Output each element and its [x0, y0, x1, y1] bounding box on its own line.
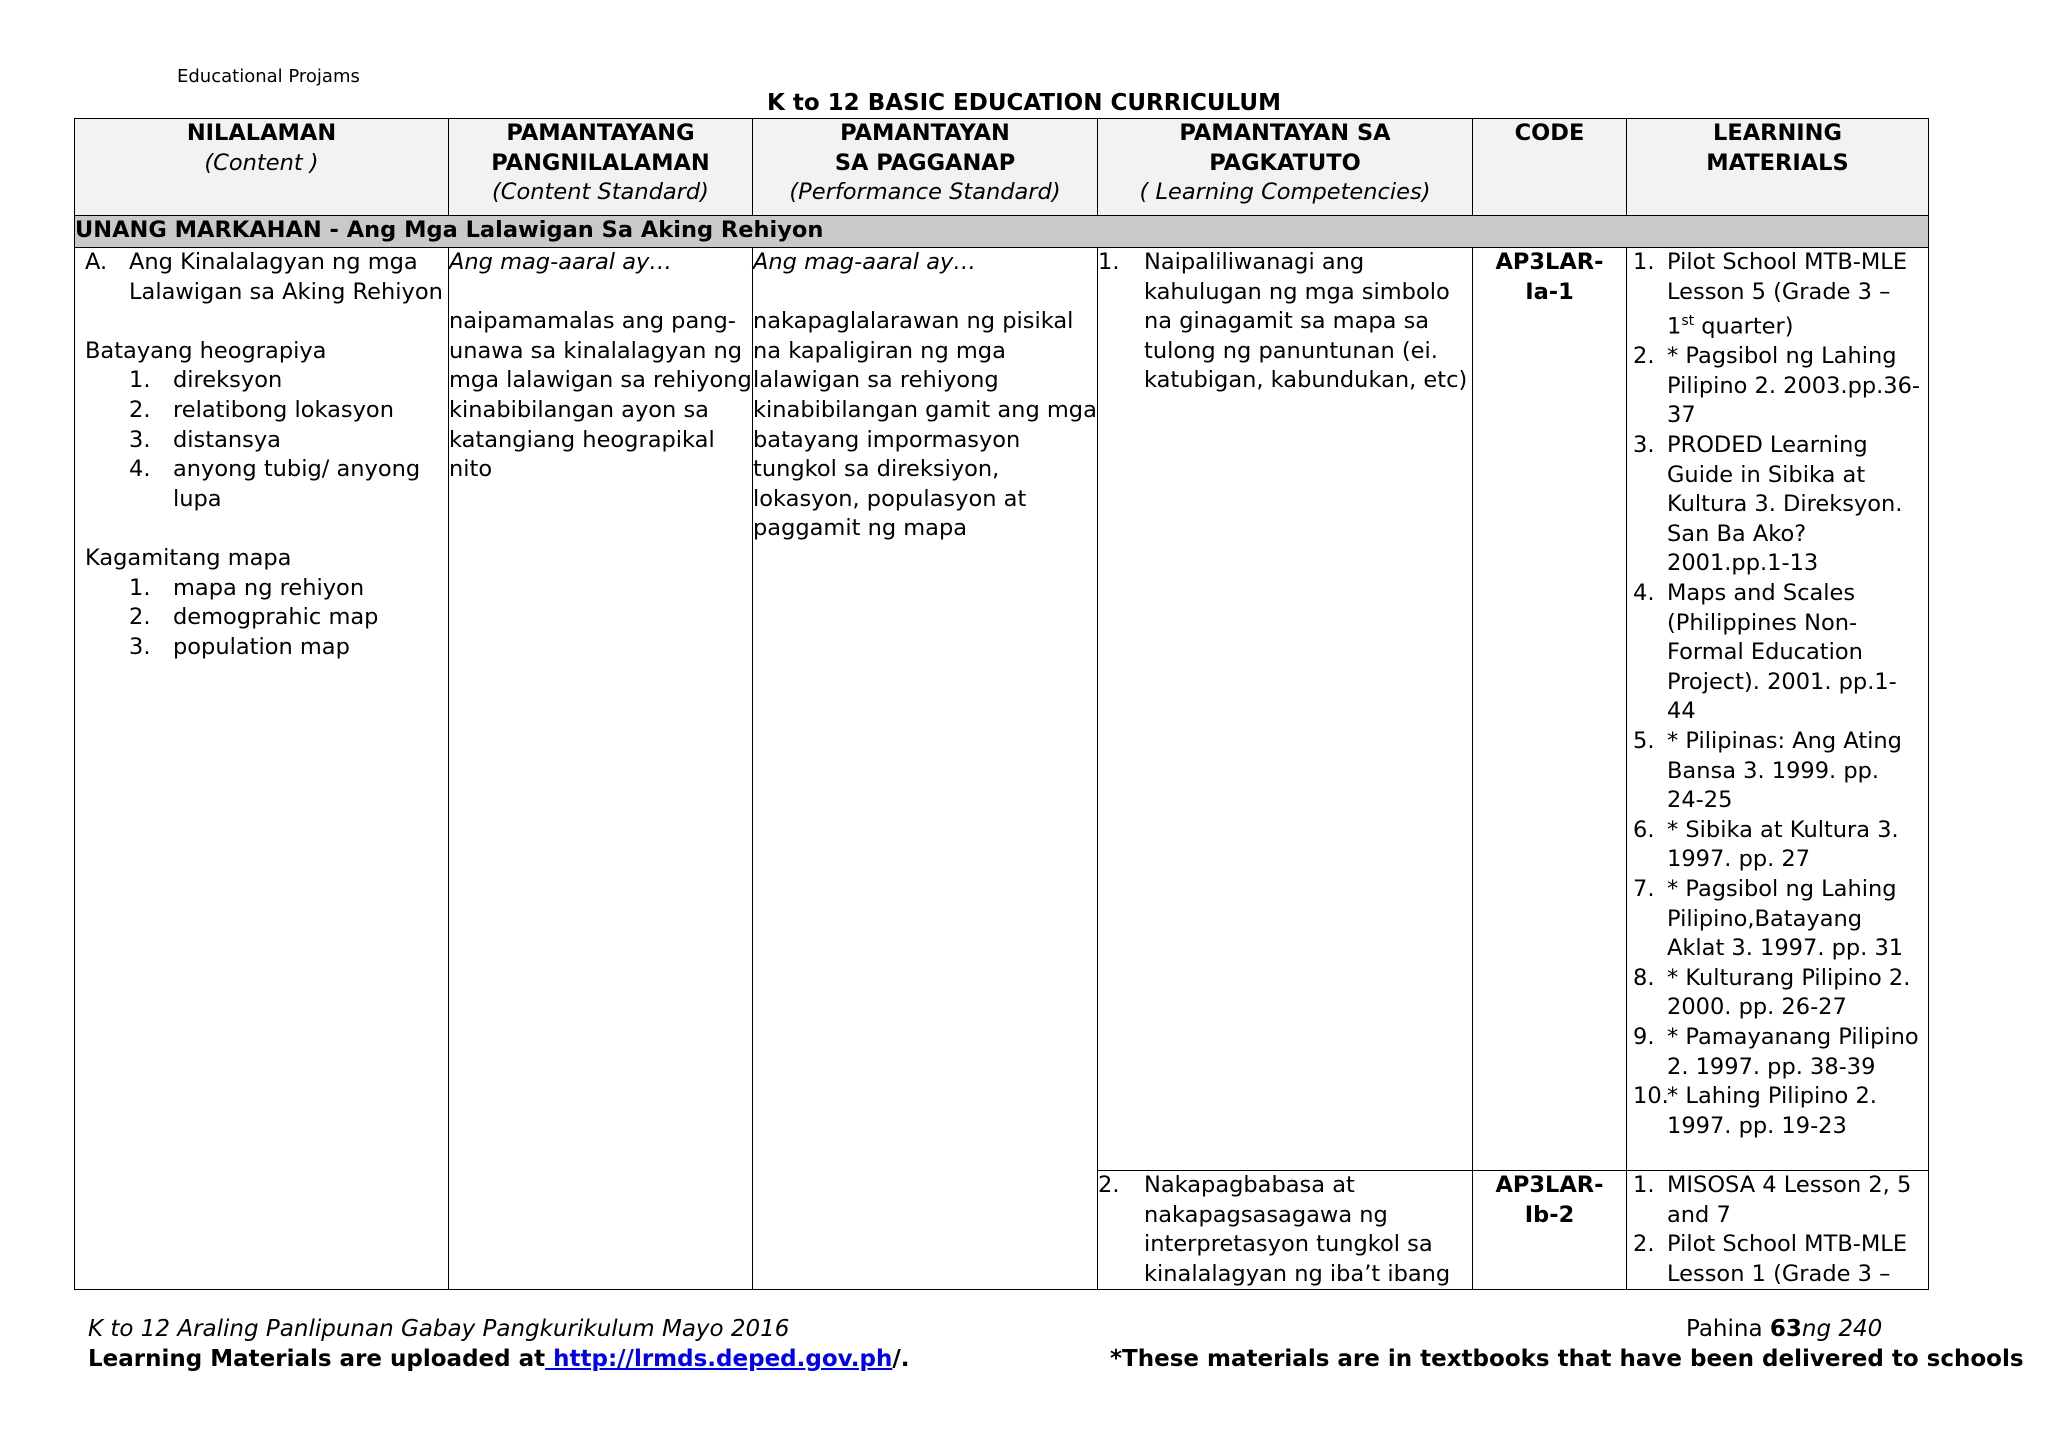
list-item-number: 7.: [1633, 875, 1655, 902]
competency-1-number: 1.: [1098, 249, 1120, 275]
competency-2-code: AP3LAR-Ib-2: [1495, 1172, 1604, 1228]
list-item-text: MISOSA 4 Lesson 2, 5 and 7: [1667, 1172, 1912, 1228]
materials-cell-1: [1627, 248, 1929, 1171]
code-cell-2: [1473, 1171, 1627, 1290]
list-item: [1633, 964, 1922, 1023]
competency-2-number: 2.: [1098, 1172, 1120, 1198]
list-item: [1633, 579, 1922, 727]
competency-2: [1098, 1171, 1472, 1289]
list-item-number: 3.: [129, 633, 151, 660]
content-standard-intro: Ang mag-aaral ay…: [449, 249, 672, 275]
list-item-text: relatibong lokasyon: [173, 396, 394, 423]
curriculum-table: [74, 118, 1929, 1290]
header-competencies-line1: PAMANTAYAN SA: [1179, 120, 1391, 146]
list-item: [1633, 1230, 1922, 1289]
list-item-number: 5.: [1633, 728, 1655, 754]
list-item-number: 1.: [129, 367, 151, 394]
content-item-a-text: Ang Kinalalagyan ng mga Lalawigan sa Aking Rehiyon: [129, 249, 443, 305]
list-item-number: 10.: [1633, 1083, 1669, 1110]
list-item-number: 3.: [1633, 432, 1655, 459]
competency-1-text: Naipaliliwanagi ang kahulugan ng mga simbolo na ginagamit sa mapa sa tulong ng panuntunan (ei. katubigan, kabundukan, etc): [1144, 249, 1468, 394]
performance-standard-text: nakapaglalarawan ng pisikal na kapaligiran ng mga lalawigan sa rehiyong kinabibilangan gamit ang mga batayang impormasyon tungkol sa direksiyon, lokasyon, populasyon at paggamit ng mapa: [753, 308, 1097, 542]
list-item-number: 2.: [129, 396, 151, 423]
materials-cell-2: [1627, 1171, 1929, 1290]
header-materials-line2: MATERIALS: [1706, 149, 1849, 176]
content-standard-cell: [449, 248, 753, 1290]
footer-uploaded: [88, 1346, 909, 1372]
list-item-text: * Pilipinas: Ang Ating Bansa 3. 1999. pp. 24-25: [1667, 728, 1902, 814]
list-item: [1633, 1023, 1922, 1082]
footer-uploaded-prefix: Learning Materials are uploaded at: [88, 1346, 546, 1372]
materials-list-2: [1633, 1171, 1922, 1289]
page-number: [1686, 1316, 1882, 1342]
list-item: [85, 396, 448, 426]
list-item: [85, 366, 448, 396]
page-current: 63: [1769, 1316, 1802, 1342]
header-note: Educational Projams: [177, 66, 360, 87]
list-item-text: Pilot School MTB-MLE Lesson 5 (Grade 3 – 1st quarter): [1667, 249, 1908, 340]
content-group1-list: [85, 366, 448, 514]
table-row: [75, 248, 1929, 1171]
header-content-standard-line2: PANGNILALAMAN: [491, 149, 710, 176]
list-item: [1633, 431, 1922, 579]
list-item-text: PRODED Learning Guide in Sibika at Kultura 3. Direksyon. San Ba Ako? 2001.pp.1-13: [1667, 432, 1903, 577]
list-item-number: 2.: [1633, 1231, 1655, 1258]
header-competencies-subtitle: ( Learning Competencies): [1139, 179, 1431, 206]
list-item-number: 1.: [1633, 249, 1655, 275]
list-item: [85, 426, 448, 456]
lrmds-link[interactable]: http://lrmds.deped.gov.ph: [545, 1346, 893, 1372]
header-content-standard-line1: PAMANTAYANG: [506, 120, 695, 146]
footer-guide: K to 12 Araling Panlipunan Gabay Pangkurikulum Mayo 2016: [88, 1316, 790, 1342]
header-performance-line1: PAMANTAYAN: [840, 120, 1010, 146]
list-item-number: 2.: [129, 604, 151, 631]
document-title: K to 12 BASIC EDUCATION CURRICULUM: [767, 90, 1281, 116]
competency-1: [1098, 248, 1472, 396]
list-item: [1633, 875, 1922, 964]
list-item-text: * Sibika at Kultura 3. 1997. pp. 27: [1667, 816, 1899, 873]
header-competencies-line2: PAGKATUTO: [1209, 149, 1361, 176]
list-item: [85, 633, 448, 663]
content-standard-text: naipamamalas ang pang-unawa sa kinalalagyan ng mga lalawigan sa rehiyong kinabibilangan ayon sa katangiang heograpikal nito: [449, 308, 752, 483]
header-performance-subtitle: (Performance Standard): [789, 179, 1061, 206]
list-item: [1633, 342, 1922, 431]
header-content-subtitle: (Content ): [204, 149, 319, 176]
content-group2-title: Kagamitang mapa: [85, 544, 292, 571]
page-label: Pahina: [1686, 1316, 1770, 1342]
content-group2-list: [85, 574, 448, 663]
performance-standard-intro: Ang mag-aaral ay…: [753, 249, 976, 275]
list-item: [85, 455, 448, 514]
code-cell-1: [1473, 248, 1627, 1171]
quarter-title: UNANG MARKAHAN - Ang Mga Lalawigan Sa Aking Rehiyon: [75, 216, 1929, 248]
header-content-standard: [449, 119, 753, 216]
list-item: [1633, 248, 1922, 342]
list-item-text: * Pagsibol ng Lahing Pilipino 2. 2003.pp.36-37: [1667, 343, 1921, 429]
list-item-number: 8.: [1633, 964, 1655, 991]
list-item-number: 9.: [1633, 1023, 1655, 1050]
list-item: [85, 603, 448, 633]
competency-cell-1: [1098, 248, 1473, 1171]
header-materials-line1: LEARNING: [1713, 120, 1842, 146]
table-header-row: [75, 119, 1929, 216]
list-item: [1633, 727, 1922, 816]
footer-note: *These materials are in textbooks that have been delivered to schools: [1110, 1346, 2024, 1372]
quarter-row: [75, 216, 1929, 248]
header-performance-standard: [753, 119, 1098, 216]
list-item: [85, 574, 448, 604]
list-item-text: * Lahing Pilipino 2. 1997. pp. 19-23: [1667, 1083, 1877, 1139]
footer-uploaded-suffix: /.: [892, 1346, 910, 1372]
list-item-number: 2.: [1633, 343, 1655, 370]
page-total: ng 240: [1801, 1316, 1883, 1342]
list-item-text: distansya: [173, 426, 281, 453]
list-item-text: Maps and Scales (Philippines Non-Formal Education Project). 2001. pp.1-44: [1667, 580, 1897, 725]
header-competencies: [1098, 119, 1473, 216]
list-item-number: 6.: [1633, 816, 1655, 843]
list-item-text: anyong tubig/ anyong lupa: [173, 456, 421, 512]
list-item: [1633, 816, 1922, 875]
content-cell: [75, 248, 449, 1290]
list-item-text: * Pagsibol ng Lahing Pilipino,Batayang Aklat 3. 1997. pp. 31: [1667, 875, 1904, 962]
materials-list-1: [1633, 248, 1922, 1141]
content-item-a-label: A.: [85, 249, 108, 275]
competency-2-text: Nakapagbabasa at nakapagsasagawa ng interpretasyon tungkol sa kinalalagyan ng iba’t ibang: [1144, 1172, 1451, 1287]
competency-cell-2: [1098, 1171, 1473, 1290]
header-performance-line2: SA PAGGANAP: [834, 149, 1016, 176]
list-item-text: * Kulturang Pilipino 2. 2000. pp. 26-27: [1667, 964, 1911, 1021]
header-materials: [1627, 119, 1929, 216]
list-item-text: direksyon: [173, 367, 283, 394]
performance-standard-cell: [753, 248, 1098, 1290]
header-code: [1473, 119, 1627, 216]
competency-1-code: AP3LAR-Ia-1: [1495, 249, 1604, 305]
header-content-title: NILALAMAN: [186, 120, 337, 146]
list-item-number: 3.: [129, 426, 151, 453]
list-item-text: mapa ng rehiyon: [173, 574, 365, 601]
list-item-number: 1.: [129, 574, 151, 601]
content-item-a: [85, 248, 448, 307]
list-item-number: 1.: [1633, 1172, 1655, 1198]
header-content-standard-subtitle: (Content Standard): [492, 179, 709, 206]
list-item-number: 4.: [129, 456, 151, 483]
list-item-text: population map: [173, 633, 350, 660]
content-group1-title: Batayang heograpiya: [85, 337, 327, 364]
list-item-text: Pilot School MTB-MLE Lesson 1 (Grade 3 –: [1667, 1231, 1908, 1287]
header-content: [75, 119, 449, 216]
list-item: [1633, 1171, 1922, 1230]
list-item-text: * Pamayanang Pilipino 2. 1997. pp. 38-39: [1667, 1023, 1919, 1080]
list-item-number: 4.: [1633, 580, 1655, 607]
list-item: [1633, 1082, 1922, 1141]
list-item-text: demogprahic map: [173, 604, 379, 631]
header-code-title: CODE: [1514, 120, 1585, 146]
